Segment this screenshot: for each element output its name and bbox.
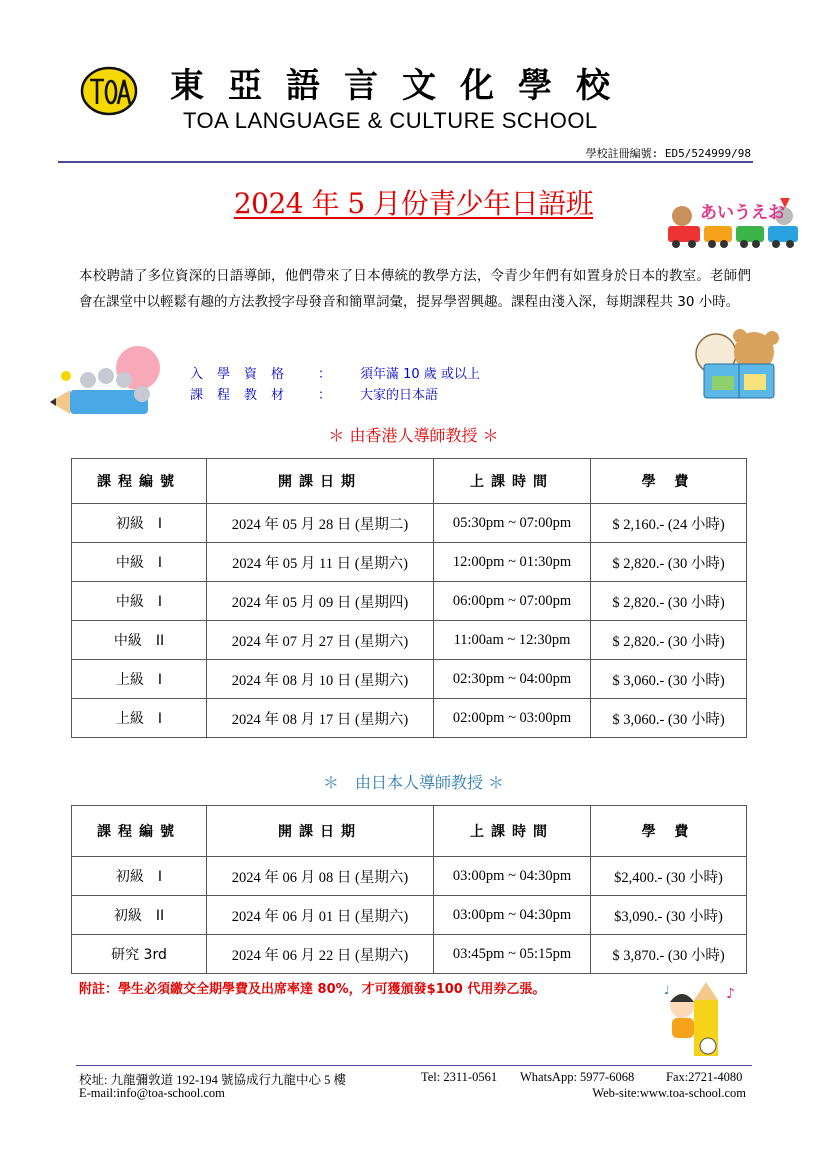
school-name-chinese: 東亞語言文化學校 [170, 66, 634, 106]
fee: $ 3,870.- (30 小時) [591, 935, 747, 974]
footer-address: 校址: 九龍彌敦道 192-194 號協成行九龍中心 5 樓 [79, 1073, 347, 1087]
section-title-hk-tutors: ＊ 由香港人導師教授 ＊ [328, 426, 499, 445]
table-row [72, 935, 747, 974]
class-time: 02:00pm ~ 03:00pm [434, 699, 591, 738]
start-date: 2024 年 06 月 22 日 (星期六) [207, 935, 434, 974]
start-date: 2024 年 07 月 27 日 (星期六) [207, 621, 434, 660]
fee: $ 2,820.- (30 小時) [591, 582, 747, 621]
column-header-fee: 學 費 [591, 806, 747, 857]
class-time: 02:30pm ~ 04:00pm [434, 660, 591, 699]
course-code: 研究 3rd [72, 935, 207, 974]
footer-whatsapp: WhatsApp: 5977-6068 [520, 1070, 635, 1084]
table-row [72, 543, 747, 582]
table-row [72, 857, 747, 896]
start-date: 2024 年 05 月 28 日 (星期二) [207, 504, 434, 543]
class-time: 11:00am ~ 12:30pm [434, 621, 591, 660]
fee: $ 2,820.- (30 小時) [591, 621, 747, 660]
requirement-colon: ： [318, 388, 332, 403]
requirement-label: 課程教材 [190, 388, 299, 403]
start-date: 2024 年 06 月 01 日 (星期六) [207, 896, 434, 935]
fee: $ 2,160.- (24 小時) [591, 504, 747, 543]
start-date: 2024 年 06 月 08 日 (星期六) [207, 857, 434, 896]
class-time: 03:45pm ~ 05:15pm [434, 935, 591, 974]
train-illustration [662, 192, 812, 252]
class-time: 12:00pm ~ 01:30pm [434, 543, 591, 582]
requirement-value: 大家的日本語 [360, 388, 439, 403]
course-code: 初級 I [72, 857, 207, 896]
school-logo [80, 66, 138, 116]
class-time: 03:00pm ~ 04:30pm [434, 857, 591, 896]
section-title-japanese-tutors: ＊ 由日本人導師教授 ＊ [322, 773, 505, 792]
start-date: 2024 年 05 月 09 日 (星期四) [207, 582, 434, 621]
course-code: 初級 II [72, 896, 207, 935]
column-header-start-date: 開課日期 [207, 459, 434, 504]
fee: $3,090.- (30 小時) [591, 896, 747, 935]
table-row [72, 504, 747, 543]
svg-text:♩: ♩ [664, 983, 670, 997]
start-date: 2024 年 08 月 17 日 (星期六) [207, 699, 434, 738]
fee: $2,400.- (30 小時) [591, 857, 747, 896]
intro-paragraph: 本校聘請了多位資深的日語導師，他們帶來了日本傳統的教學方法，令青少年們有如置身於日本的教室。老師們會在課堂中以輕鬆有趣的方法教授字母發音和簡單詞彙，提昇學習興趣。課程由淺入深，每期課程共 30 小時。 [79, 268, 751, 310]
header-divider [58, 161, 753, 163]
requirement-row [190, 384, 438, 403]
course-code: 中級 I [72, 543, 207, 582]
child-pencil-illustration [660, 980, 750, 1060]
mice-pencil-illustration [48, 346, 172, 416]
fee: $ 2,820.- (30 小時) [591, 543, 747, 582]
footer-tel: Tel: 2311-0561 [421, 1070, 498, 1084]
fee: $ 3,060.- (30 小時) [591, 699, 747, 738]
schedule-table-japanese [71, 805, 747, 974]
column-header-class-time: 上課時間 [434, 806, 591, 857]
footer-email[interactable]: E-mail:info@toa-school.com [79, 1086, 225, 1100]
hiragana-sign: あいうえお [700, 203, 785, 223]
class-time: 03:00pm ~ 04:30pm [434, 896, 591, 935]
footer-fax: Fax:2721-4080 [666, 1070, 743, 1084]
page-title: 2024 年 5 月份青少年日語班 [233, 187, 594, 220]
table-row [72, 896, 747, 935]
column-header-course-code: 課程編號 [72, 459, 207, 504]
registration-number: 學校註冊編號: ED5/524999/98 [585, 147, 751, 160]
table-header-row [72, 459, 747, 504]
column-header-course-code: 課程編號 [72, 806, 207, 857]
svg-text:♪: ♪ [726, 986, 735, 1002]
schedule-table-hk [71, 458, 747, 738]
bears-book-illustration [688, 328, 786, 404]
footer-divider [76, 1065, 752, 1066]
start-date: 2024 年 08 月 10 日 (星期六) [207, 660, 434, 699]
course-code: 中級 I [72, 582, 207, 621]
requirement-row [190, 363, 480, 382]
table-row [72, 582, 747, 621]
table-row [72, 699, 747, 738]
column-header-fee: 學 費 [591, 459, 747, 504]
class-time: 06:00pm ~ 07:00pm [434, 582, 591, 621]
requirement-value: 須年滿 10 歲 或以上 [360, 367, 480, 382]
footnote: 附註：學生必須繳交全期學費及出席率達 80%，才可獲頒發$100 代用券乙張。 [79, 982, 546, 997]
course-code: 上級 I [72, 660, 207, 699]
requirement-colon: ： [318, 367, 332, 382]
footer-website[interactable]: Web-site:www.toa-school.com [592, 1086, 746, 1100]
column-header-class-time: 上課時間 [434, 459, 591, 504]
table-header-row [72, 806, 747, 857]
table-row [72, 621, 747, 660]
course-code: 初級 I [72, 504, 207, 543]
class-time: 05:30pm ~ 07:00pm [434, 504, 591, 543]
requirement-label: 入學資格 [190, 367, 299, 382]
school-name-english: TOA LANGUAGE & CULTURE SCHOOL [183, 108, 598, 133]
fee: $ 3,060.- (30 小時) [591, 660, 747, 699]
start-date: 2024 年 05 月 11 日 (星期六) [207, 543, 434, 582]
course-code: 上級 I [72, 699, 207, 738]
table-row [72, 660, 747, 699]
course-code: 中級 II [72, 621, 207, 660]
column-header-start-date: 開課日期 [207, 806, 434, 857]
